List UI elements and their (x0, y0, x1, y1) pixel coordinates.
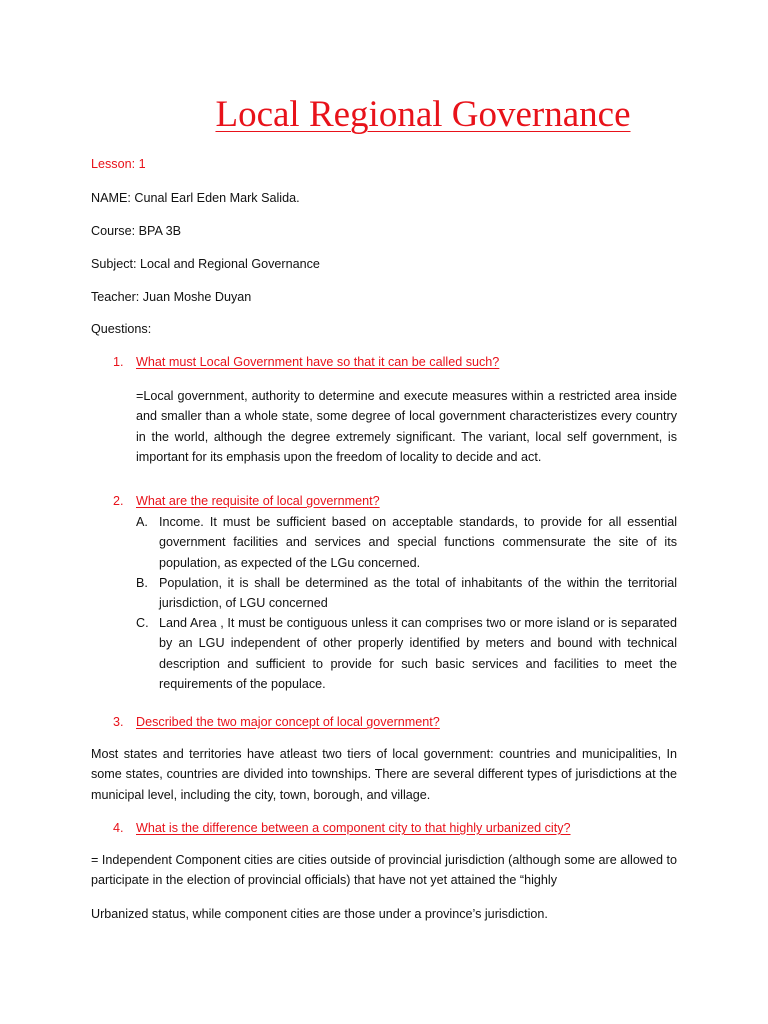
answer-1: =Local government, authority to determine and execute measures within a restricted area inside and smaller than a whole state, some degree of local government characteristizes every country in the world, although the degree extremely significant. The variant, local self government, is important for its emphasis upon the freedom of locality to decide and act. (136, 389, 677, 465)
question-text: What is the difference between a component city to that highly urbanized city? (136, 821, 571, 835)
answer-4-continued: Urbanized status, while component cities are those under a province’s jurisdiction. (91, 907, 548, 921)
answer-4: = Independent Component cities are cities outside of provincial jurisdiction (although some are allowed to participate in the election of provincial officials) that have not yet attained the “highly (91, 853, 677, 888)
question-3 (113, 714, 440, 730)
teacher-line: Teacher: Juan Moshe Duyan (91, 290, 252, 304)
lesson-label: Lesson: 1 (91, 157, 146, 171)
list-marker: A. (136, 515, 148, 529)
question-1 (113, 354, 499, 370)
question-number: 3. (113, 715, 124, 729)
question-text: Described the two major concept of local government? (136, 715, 440, 729)
question-text: What are the requisite of local government? (136, 494, 380, 508)
student-name: NAME: Cunal Earl Eden Mark Salida. (91, 191, 300, 205)
requisite-item-c (136, 613, 677, 695)
subject-line: Subject: Local and Regional Governance (91, 257, 320, 271)
question-2 (113, 493, 380, 509)
course-line: Course: BPA 3B (91, 224, 182, 238)
list-marker: B. (136, 576, 148, 590)
answer-3: Most states and territories have atleast two tiers of local government: countries and municipalities, In some states, countries are divided into townships. There are several different types of jurisdictions at the municipal level, including the city, town, borough, and village. (91, 747, 677, 802)
document-title: Local Regional Governance (215, 94, 631, 135)
list-item-text: Population, it is shall be determined as the total of inhabitants of the within the territorial jurisdiction, of LGU concerned (159, 576, 677, 611)
question-number: 4. (113, 821, 124, 835)
question-text: What must Local Government have so that it can be called such? (136, 355, 500, 369)
question-number: 1. (113, 355, 124, 369)
requisite-item-b (136, 573, 677, 614)
question-number: 2. (113, 494, 124, 508)
list-item-text: Income. It must be sufficient based on acceptable standards, to provide for all essential government facilities and services and special functions commensurate the site of its population, as expected of the LGu concerned. (159, 515, 677, 570)
list-item-text: Land Area , It must be contiguous unless it can comprises two or more island or is separated by an LGU independent of other properly identified by meters and bound with technical description and sufficient to provide for such basic services and facilities to meet the requirements of the populace. (159, 616, 677, 692)
questions-label: Questions: (91, 322, 152, 336)
list-marker: C. (136, 616, 149, 630)
question-4 (113, 820, 571, 836)
requisite-item-a (136, 512, 677, 573)
